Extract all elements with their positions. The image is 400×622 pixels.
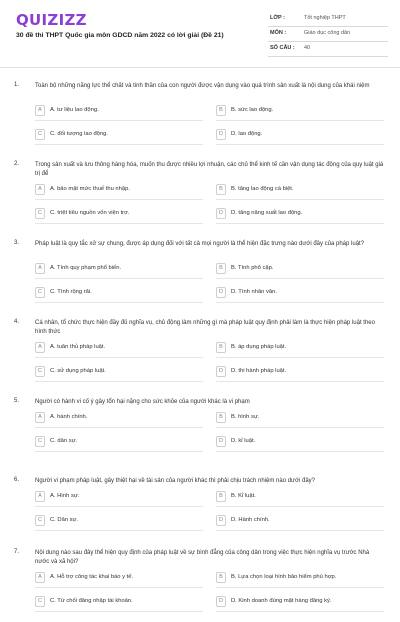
option-underline — [35, 587, 203, 588]
question-text: Người vi phạm pháp luật, gây thiệt hại về tài sản của người khác thì phải chịu trách nhiệm nào dưới đây? — [35, 478, 316, 484]
meta-row-subject — [268, 27, 388, 42]
question-number: 1. — [14, 82, 20, 88]
question-number: 6. — [14, 477, 20, 483]
option-letter-badge: D — [216, 208, 226, 219]
option-text: A. Hình sự. — [50, 493, 80, 499]
option-underline — [35, 611, 203, 612]
option-underline — [216, 120, 384, 121]
option-letter-badge: D — [216, 129, 226, 140]
meta-value: 40 — [304, 45, 311, 51]
worksheet-meta — [268, 12, 388, 57]
option-text: C. đối tượng lao động. — [50, 131, 108, 137]
option-text: C. triệt tiêu nguồn vốn viện trợ. — [50, 210, 130, 216]
option-underline — [216, 223, 384, 224]
question-text: Cá nhân, tổ chức thực hiện đầy đủ nghĩa vụ, chủ động làm những gì mà pháp luật quy định phải làm là thực hiện pháp luật theo hình thức — [35, 320, 375, 335]
meta-value: Giáo dục công dân — [304, 30, 351, 36]
option-underline — [216, 506, 384, 507]
option-letter-badge: D — [216, 366, 226, 377]
option-text: A. hành chính. — [50, 414, 88, 420]
option-underline — [216, 357, 384, 358]
option-letter-badge: D — [216, 287, 226, 298]
option-text: D. tăng năng suất lao động. — [231, 210, 303, 216]
option-letter-badge: D — [216, 596, 226, 607]
option-letter-badge: B — [216, 412, 226, 423]
meta-label: LỚP : — [270, 15, 285, 21]
option-text: A. Tính quy phạm phổ biến. — [50, 265, 122, 271]
option-letter-badge: A — [35, 572, 45, 583]
option-letter-badge: A — [35, 491, 45, 502]
question-text: Toàn bộ những năng lực thể chất và tinh thần của con người được vận dụng vào quá trình sản xuất là nội dung của khái niệm — [35, 83, 370, 89]
option-underline — [35, 120, 203, 121]
question-item — [0, 76, 400, 155]
option-text: A. tư liệu lao động. — [50, 107, 99, 113]
option-text: A. tuân thủ pháp luật. — [50, 344, 106, 350]
option-letter-badge: B — [216, 184, 226, 195]
option-text: A. Hỗ trợ công tác khai báo y tế. — [50, 574, 134, 580]
option-letter-badge: D — [216, 436, 226, 447]
option-text: D. Tính nhân văn. — [231, 289, 277, 295]
option-text: B. tăng lao động cá biệt. — [231, 186, 294, 192]
option-letter-badge: D — [216, 515, 226, 526]
question-number: 5. — [14, 398, 20, 404]
option-underline — [216, 381, 384, 382]
option-underline — [35, 302, 203, 303]
option-underline — [35, 199, 203, 200]
option-letter-badge: B — [216, 263, 226, 274]
question-number: 7. — [14, 549, 20, 555]
question-item — [0, 471, 400, 543]
option-underline — [216, 278, 384, 279]
option-letter-badge: A — [35, 412, 45, 423]
option-letter-badge: C — [35, 515, 45, 526]
option-letter-badge: A — [35, 263, 45, 274]
option-underline — [35, 357, 203, 358]
option-underline — [35, 506, 203, 507]
option-letter-badge: A — [35, 342, 45, 353]
question-number: 2. — [14, 161, 20, 167]
quizizz-logo: QUIZIZZ — [16, 11, 87, 29]
question-text: Trong sản xuất và lưu thông hàng hóa, muốn thu được nhiều lợi nhuận, các chủ thể kinh tế cần vận dụng tác động của quy luật giá trị để — [35, 162, 384, 177]
option-letter-badge: C — [35, 436, 45, 447]
option-text: D. lao động. — [231, 131, 263, 137]
option-text: C. Dân sự. — [50, 517, 79, 523]
meta-row-count — [268, 42, 388, 57]
option-underline — [35, 381, 203, 382]
header-divider — [0, 67, 400, 68]
option-text: B. Lựa chọn loại hình bảo hiểm phù hợp. — [231, 574, 337, 580]
meta-label: SỐ CÂU : — [270, 45, 295, 51]
question-number: 3. — [14, 240, 20, 246]
option-underline — [216, 611, 384, 612]
option-underline — [216, 530, 384, 531]
option-text: D. Hành chính. — [231, 517, 270, 523]
option-underline — [35, 530, 203, 531]
question-text: Nội dung nào sau đây thể hiện quy định của pháp luật về sự bình đẳng của công dân trong việc thực hiện nghĩa vụ trước Nhà nước và xã hội? — [35, 550, 370, 565]
option-text: B. sức lao động. — [231, 107, 274, 113]
meta-label: MÔN : — [270, 30, 287, 36]
option-letter-badge: B — [216, 572, 226, 583]
worksheet-title: 30 đề thi THPT Quốc gia môn GDCD năm 2022 có lời giải (Đề 21) — [16, 32, 224, 39]
option-text: B. hình sự. — [231, 414, 260, 420]
option-text: C. Tính rộng rãi. — [50, 289, 92, 295]
option-text: D. thi hành pháp luật. — [231, 368, 287, 374]
option-underline — [216, 302, 384, 303]
option-letter-badge: C — [35, 129, 45, 140]
option-letter-badge: C — [35, 208, 45, 219]
option-letter-badge: C — [35, 287, 45, 298]
option-text: D. Kinh doanh đúng mặt hàng đăng ký. — [231, 598, 332, 604]
meta-row-class — [268, 12, 388, 27]
question-item — [0, 543, 400, 622]
worksheet-header — [0, 0, 400, 66]
option-underline — [216, 144, 384, 145]
question-item — [0, 155, 400, 234]
option-text: B. Kỉ luật. — [231, 493, 256, 499]
option-text: B. Tính phổ cập. — [231, 265, 274, 271]
option-text: A. bảo mật mức thuế thu nhập. — [50, 186, 130, 192]
option-underline — [35, 278, 203, 279]
option-letter-badge: B — [216, 491, 226, 502]
meta-value: Tốt nghiệp THPT — [304, 15, 346, 21]
option-letter-badge: B — [216, 105, 226, 116]
question-text: Pháp luật là quy tắc xử sự chung, được áp dụng đối với tất cả mọi người là thể hiện đặc trưng nào dưới đây của pháp luật? — [35, 241, 365, 247]
question-list — [0, 76, 400, 622]
option-text: C. sử dụng pháp luật. — [50, 368, 106, 374]
option-underline — [35, 427, 203, 428]
option-underline — [216, 451, 384, 452]
option-underline — [216, 199, 384, 200]
option-letter-badge: A — [35, 184, 45, 195]
question-item — [0, 313, 400, 392]
question-text: Người có hành vi cố ý gây tổn hại nặng cho sức khỏe của người khác là vi phạm — [35, 399, 250, 405]
option-letter-badge: B — [216, 342, 226, 353]
question-number: 4. — [14, 319, 20, 325]
option-letter-badge: C — [35, 366, 45, 377]
question-item — [0, 392, 400, 471]
option-underline — [216, 427, 384, 428]
option-underline — [35, 223, 203, 224]
option-text: C. Từ chối đăng nhập tài khoản. — [50, 598, 133, 604]
option-text: D. kỉ luật. — [231, 438, 256, 444]
question-item — [0, 234, 400, 313]
option-underline — [35, 451, 203, 452]
option-letter-badge: C — [35, 596, 45, 607]
option-underline — [35, 144, 203, 145]
option-letter-badge: A — [35, 105, 45, 116]
option-text: B. áp dụng pháp luật. — [231, 344, 287, 350]
option-text: C. dân sự. — [50, 438, 78, 444]
option-underline — [216, 587, 384, 588]
